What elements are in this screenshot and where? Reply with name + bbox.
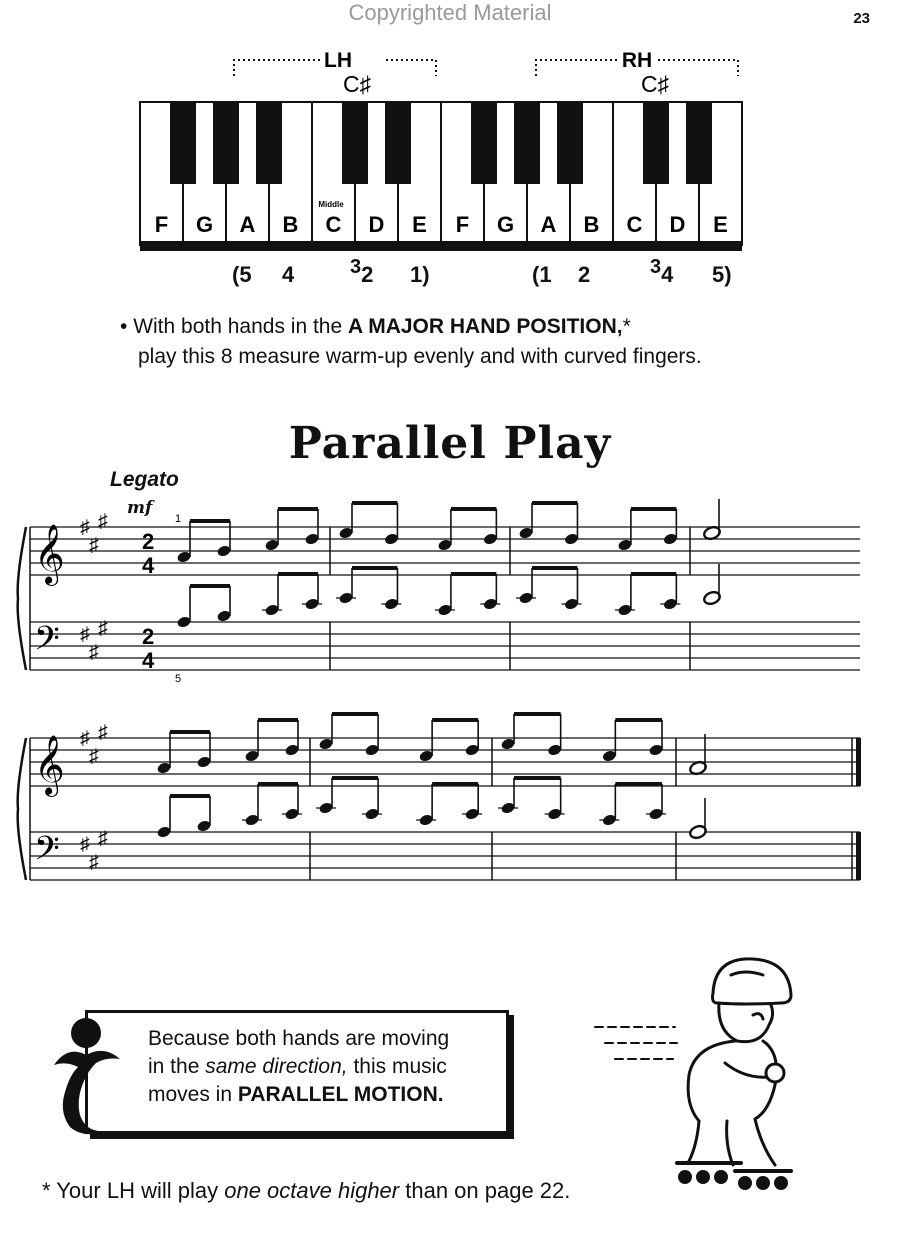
key-signature-sharp: ♯ (98, 511, 108, 532)
rh-finger-5: 5) (712, 262, 732, 287)
key-signature-sharp: ♯ (80, 517, 90, 538)
tip-line-2: in the same direction, this music (148, 1055, 447, 1078)
piece-title: Parallel Play (288, 418, 612, 469)
instruction-line-2: play this 8 measure warm-up evenly and with curved fingers. (138, 345, 702, 368)
bass-clef: 𝄢 (34, 621, 60, 665)
time-signature-top: 2 (142, 624, 155, 649)
bass-clef: 𝄢 (34, 831, 60, 875)
key-signature-sharp: ♯ (98, 828, 108, 849)
rh-finger-label: 1 (174, 513, 182, 525)
key-signature-sharp: ♯ (80, 728, 90, 749)
lh-finger-4: 4 (282, 262, 295, 287)
key-label: D (669, 212, 686, 237)
grand-staves (18, 499, 861, 880)
key-label: G (496, 212, 515, 237)
middle-c-label: Middle (318, 200, 344, 209)
rh-sharp-label: C♯ (640, 71, 670, 97)
skater-illustration (585, 945, 815, 1195)
final-barline-thick (856, 738, 861, 786)
time-signature-top: 2 (142, 529, 155, 554)
key-signature-sharp: ♯ (89, 642, 99, 663)
time-signature-bottom: 4 (142, 553, 155, 578)
system-brace (18, 738, 26, 880)
final-barline-thick (856, 832, 861, 880)
rh-finger-34: 34 (650, 256, 674, 287)
key-label: A (540, 212, 557, 237)
key-label: B (583, 212, 600, 237)
tip-text (148, 1025, 449, 1109)
key-label: B (282, 212, 299, 237)
info-icon (40, 1015, 130, 1140)
system-brace (18, 527, 26, 670)
copyright-watermark: Copyrighted Material (348, 0, 552, 25)
key-signature-sharp: ♯ (80, 624, 90, 645)
instruction-line-1: • With both hands in the A MAJOR HAND POSITION,* (120, 315, 631, 338)
lh-finger-5: (5 (232, 262, 252, 287)
treble-clef: 𝄞 (34, 736, 65, 794)
key-label: E (412, 212, 427, 237)
key-label: E (713, 212, 728, 237)
rh-finger-1: (1 (532, 262, 552, 287)
key-label: C (626, 212, 643, 237)
tip-line-3: moves in PARALLEL MOTION. (148, 1083, 444, 1106)
lh-finger-label: 5 (174, 673, 182, 685)
key-signature-sharp: ♯ (98, 722, 108, 743)
key-label: F (154, 212, 169, 237)
key-label: G (195, 212, 214, 237)
tempo-marking: Legato (110, 468, 179, 491)
rh-label: RH (621, 49, 653, 72)
lh-finger-1: 1) (410, 262, 430, 287)
time-signature-bottom: 4 (142, 648, 155, 673)
lh-label: LH (324, 49, 352, 72)
key-signature-sharp: ♯ (89, 746, 99, 767)
tip-line-1: Because both hands are moving (148, 1027, 450, 1050)
key-signature-sharp: ♯ (89, 535, 99, 556)
lh-finger-32: 32 (350, 256, 374, 287)
rh-finger-2: 2 (578, 262, 591, 287)
treble-clef: 𝄞 (34, 525, 65, 583)
key-signature-sharp: ♯ (80, 834, 90, 855)
key-label: D (368, 212, 385, 237)
lh-sharp-label: C♯ (342, 71, 372, 97)
key-signature-sharp: ♯ (98, 618, 108, 639)
footnote: * Your LH will play one octave higher than on page 22. (42, 1178, 571, 1203)
key-label: F (455, 212, 470, 237)
dynamic-marking: mf (127, 498, 153, 518)
key-signature-sharp: ♯ (89, 852, 99, 873)
key-label: C (325, 212, 342, 237)
key-label: A (239, 212, 256, 237)
page-number: 23 (853, 10, 870, 27)
